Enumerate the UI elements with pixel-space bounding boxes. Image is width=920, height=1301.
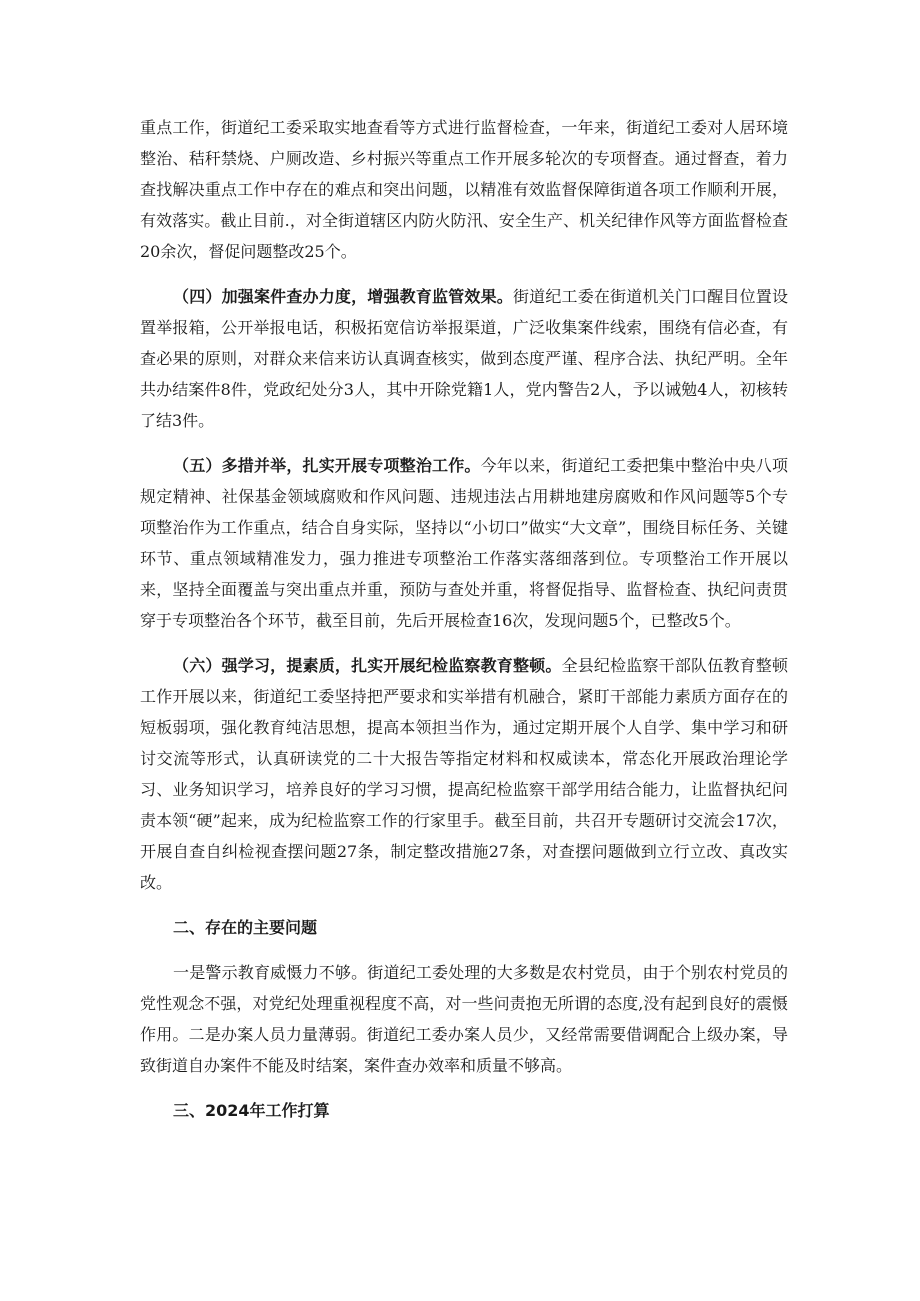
section-heading-work-plan: 三、2024年工作打算 (173, 1101, 330, 1120)
paragraph-text: 全县纪检监察干部队伍教育整顿工作开展以来，街道纪工委坚持把严要求和实举措有机融合，紧盯干部能力素质方面存在的短板弱项，强化教育纯洁思想，提高本领担当作为，通过定期开展个人自学、集中学习和研讨交流等形式，认真研读党的二十大报告等指定材料和权威读本，常态化开展政治理论学习、业务知识学习，培养良好的学习习惯，提高纪检监察干部学用结合能力，让监督执纪问责本领“硬”起来，成为纪检监察工作的行家里手。截至目前，共召开专题研讨交流会17次，开展自查自纠检视查摆问题27条，制定整改措施27条，对查摆问题做到立行立改、真改实改。 (140, 656, 788, 892)
paragraph-text: 一是警示教育威慑力不够。街道纪工委处理的大多数是农村党员，由于个别农村党员的党性观念不强，对党纪处理重视程度不高，对一些问责抱无所谓的态度,没有起到良好的震慑作用。二是办案人员力量薄弱。街道纪工委办案人员少，又经常需要借调配合上级办案，导致街道自办案件不能及时结案，案件查办效率和质量不够高。 (140, 963, 788, 1075)
paragraph-text: 重点工作，街道纪工委采取实地查看等方式进行监督检查，一年来，街道纪工委对人居环境整治、秸秆禁烧、户厕改造、乡村振兴等重点工作开展多轮次的专项督查。通过督查，着力查找解决重点工作中存在的难点和突出问题，以精准有效监督保障街道各项工作顺利开展，有效落实。截止目前.，对全街道辖区内防火防汛、安全生产、机关纪律作风等方面监督检查20余次，督促问题整改25个。 (140, 118, 788, 261)
paragraph-main-problems (140, 957, 788, 1081)
paragraph-education-rectification (140, 650, 788, 898)
paragraph-supervision-inspection (140, 112, 788, 267)
paragraph-text: 今年以来，街道纪工委把集中整治中央八项规定精神、社保基金领域腐败和作风问题、违规违法占用耕地建房腐败和作风问题等5个专项整治作为工作重点，结合自身实际，坚持以“小切口”做实“大文章”，围绕目标任务、关键环节、重点领域精准发力，强力推进专项整治工作落实落细落到位。专项整治工作开展以来，坚持全面覆盖与突出重点并重，预防与查处并重，将督促指导、监督检查、执纪问责贯穿于专项整治各个环节，截至目前，先后开展检查16次，发现问题5个，已整改5个。 (140, 456, 788, 630)
paragraph-lead: （六）强学习，提素质，扎实开展纪检监察教育整顿。 (173, 656, 562, 675)
paragraph-lead: （五）多措并举，扎实开展专项整治工作。 (173, 456, 481, 475)
document-body (140, 112, 788, 1140)
paragraph-text: 街道纪工委在街道机关门口醒目位置设置举报箱，公开举报电话，积极拓宽信访举报渠道，广泛收集案件线索，围绕有信必查，有查必果的原则，对群众来信来访认真调查核实，做到态度严谨、程序合法、执纪严明。全年共办结案件8件，党政纪处分3人，其中开除党籍1人，党内警告2人，予以诫勉4人，初核转了结3件。 (140, 287, 788, 430)
paragraph-special-rectification (140, 450, 788, 636)
section-heading-main-problems: 二、存在的主要问题 (173, 918, 318, 937)
paragraph-case-handling (140, 281, 788, 436)
paragraph-lead: （四）加强案件查办力度，增强教育监管效果。 (173, 287, 513, 306)
